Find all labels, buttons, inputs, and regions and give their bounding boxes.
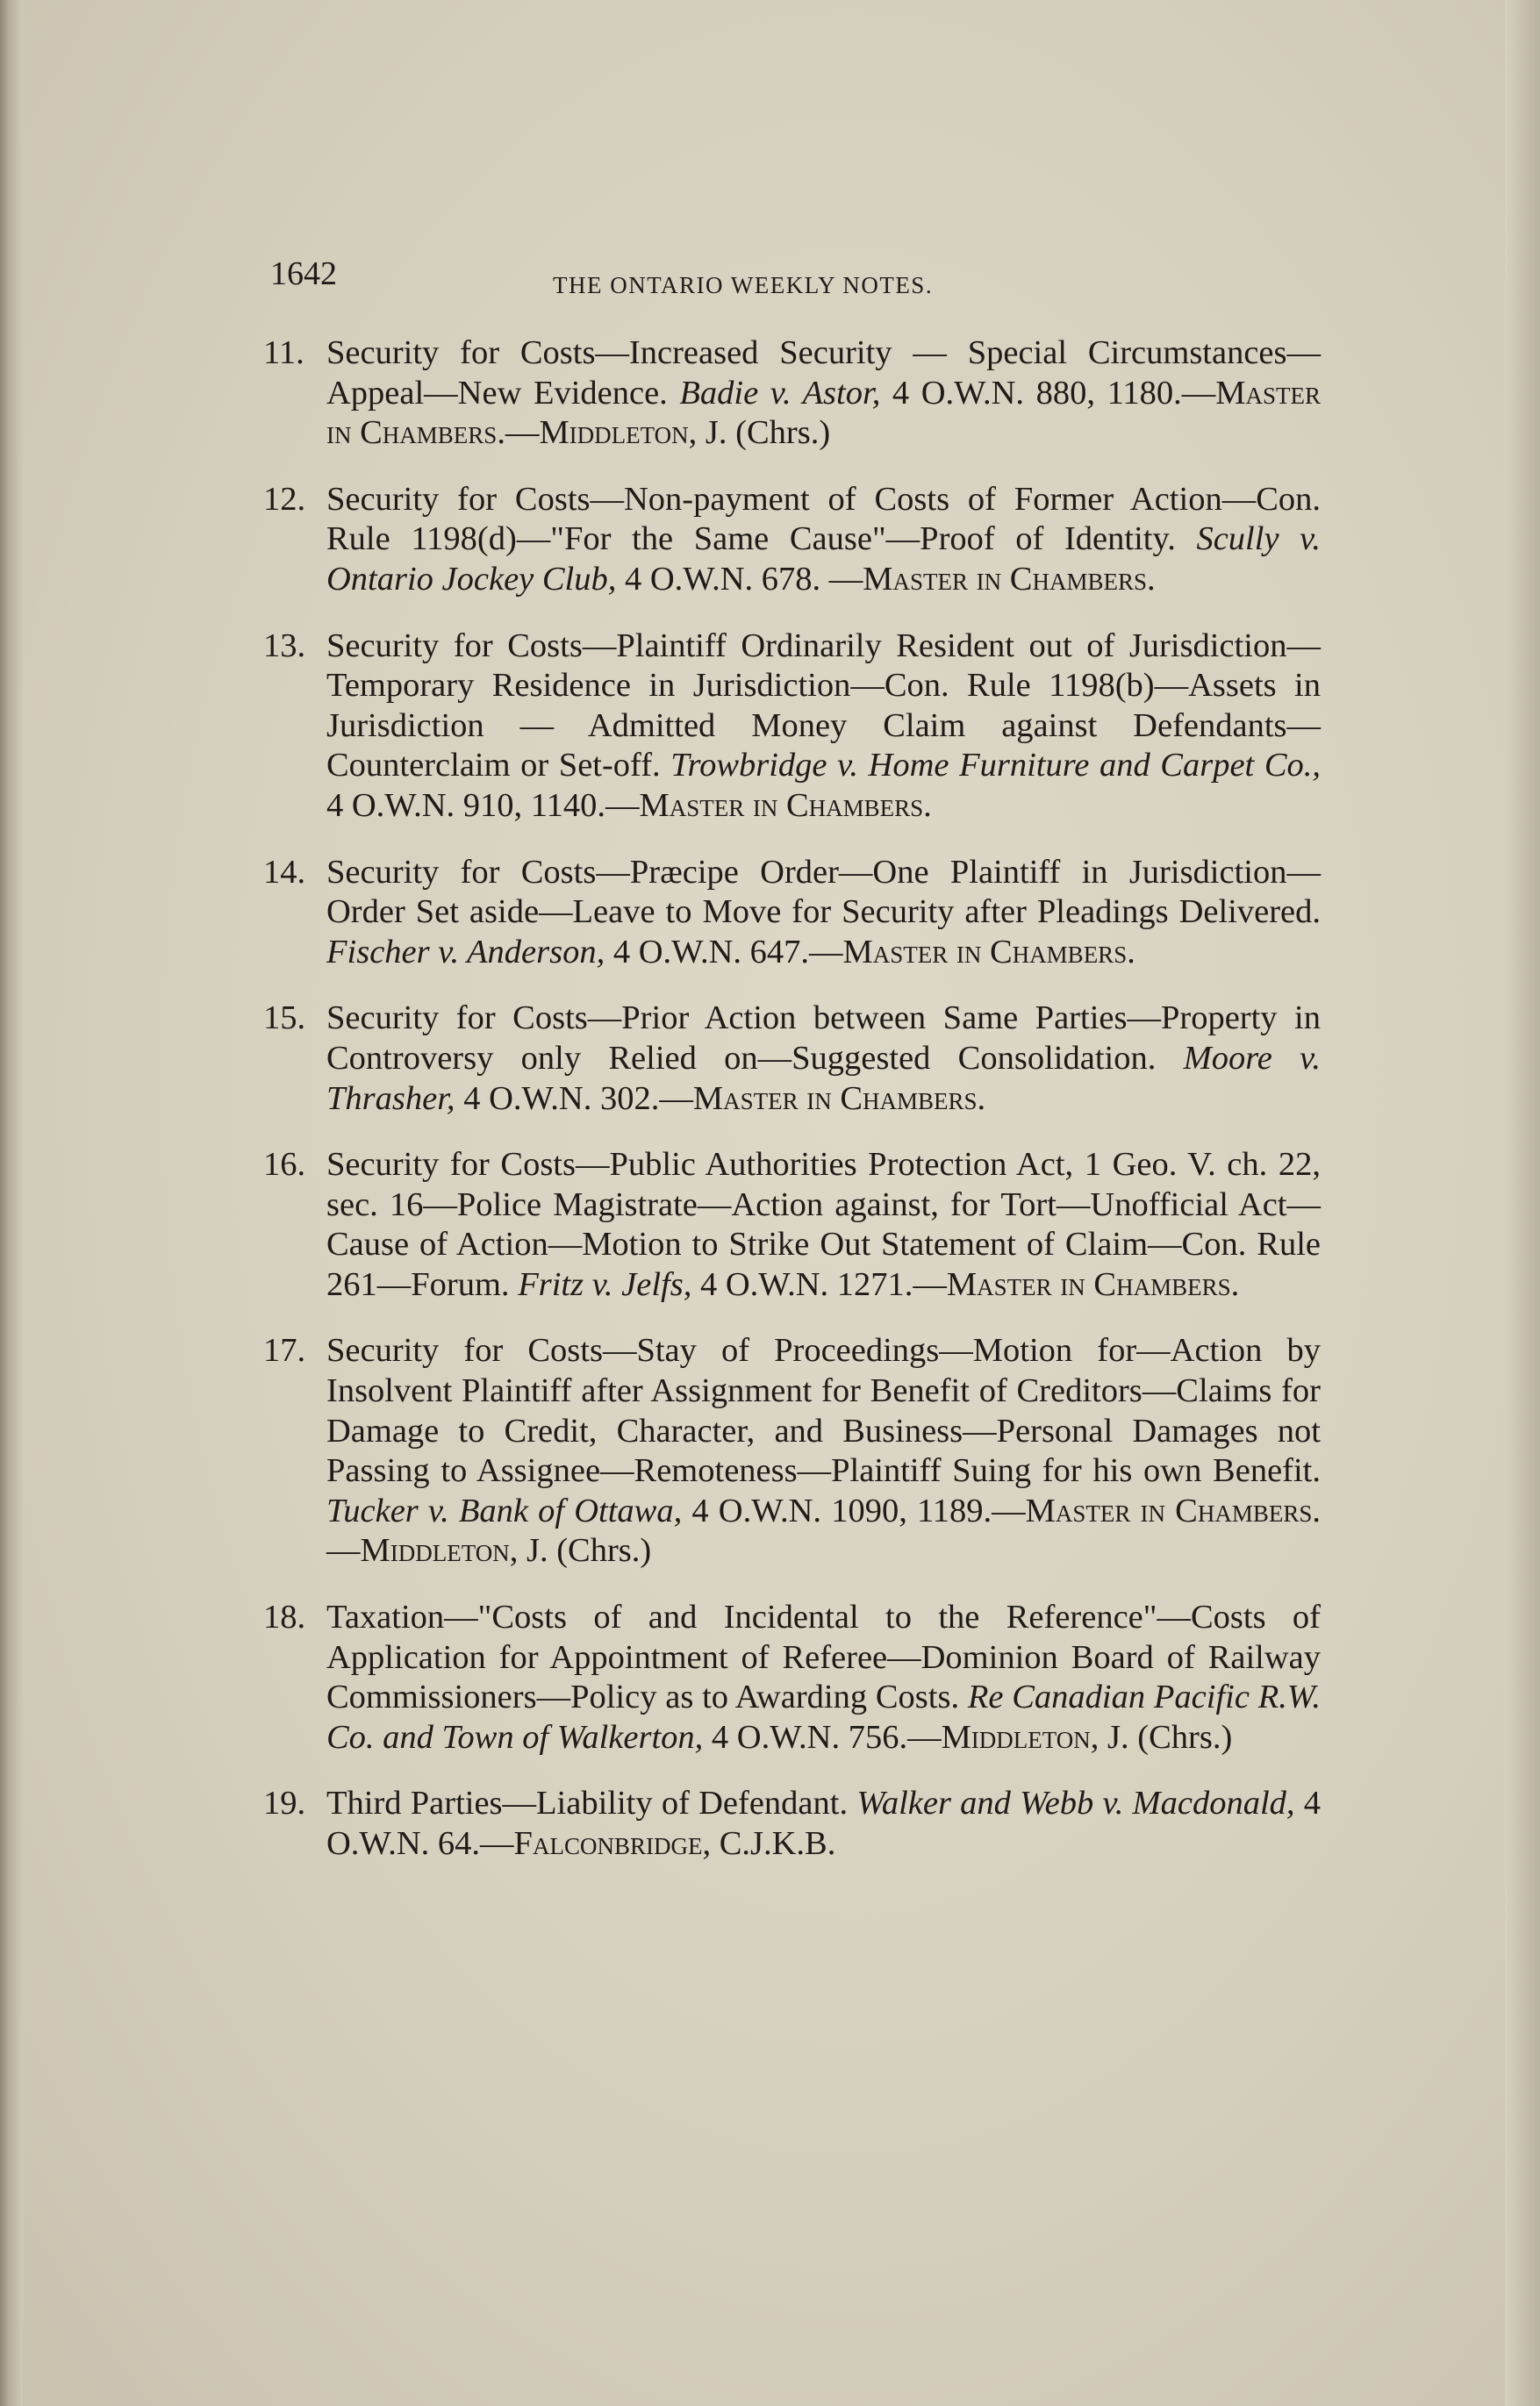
entry-number: 13. (263, 627, 306, 664)
judge: Master in Chambers. (863, 560, 1156, 598)
entry-text: Security for Costs—Increased Security — Special Circumstances—Appeal—New Evidence. (326, 334, 1321, 412)
citation: 4 O.W.N. 910, 1140.— (326, 786, 640, 824)
entry-text: Security for Costs—Prior Action between Same Parties—Property in Controversy only Relied on—Suggested Consolidation. (326, 999, 1321, 1077)
entry-number: 15. (263, 999, 306, 1037)
entry-number: 14. (263, 853, 306, 891)
case-name: Trowbridge v. Home Furniture and Carpet Co., (670, 747, 1322, 784)
citation: 4 O.W.N. 880, 1180.— (892, 374, 1216, 412)
entry-number: 16. (263, 1146, 306, 1184)
digest-entry (263, 1145, 1321, 1305)
citation: 4 O.W.N. 1090, 1189.— (691, 1492, 1026, 1529)
case-name: Badie v. Astor, (679, 374, 881, 412)
digest-entry (263, 480, 1321, 600)
entry-text: Security for Costs—Præcipe Order—One Plaintiff in Jurisdiction—Order Set aside—Leave to Move for Security after Pleadings Delivered. (326, 853, 1321, 931)
citation: 4 O.W.N. 756.— (711, 1718, 942, 1756)
case-name: Fischer v. Anderson, (326, 933, 605, 970)
case-name: Scully v. Ontario Jockey Club, (326, 520, 1321, 598)
judge: Master in Chambers. (946, 1265, 1240, 1303)
digest-entry (263, 1598, 1321, 1758)
page-header (263, 246, 1334, 298)
judge: Master in Chambers.—Middleton, J. (326, 1492, 1321, 1570)
case-name: Walker and Webb v. Macdonald, (856, 1785, 1295, 1822)
page-number: 1642 (270, 255, 337, 292)
citation: 4 O.W.N. 647.— (612, 933, 843, 970)
citation: 4 O.W.N. 1271.— (699, 1265, 947, 1303)
chambers-note: (Chrs.) (1137, 1718, 1233, 1756)
running-head: THE ONTARIO WEEKLY NOTES. (553, 272, 934, 298)
case-name: Re Canadian Pacific R.W. Co. and Town of Walkerton, (326, 1679, 1322, 1756)
digest-entry (263, 1331, 1321, 1572)
digest-entry (263, 1784, 1321, 1864)
digest-entry (263, 333, 1321, 454)
entry-number: 12. (263, 480, 306, 518)
entry-number: 18. (263, 1599, 306, 1636)
entry-text: Security for Costs—Stay of Proceedings—Motion for—Action by Insolvent Plaintiff after Assignment for Benefit of Creditors—Claims for Damage to Credit, Character, and Business—Personal Damages not Passing to Assignee—Remoteness—Plaintiff Suing for his own Benefit. (326, 1332, 1321, 1490)
citation: 4 O.W.N. 678. — (625, 560, 863, 598)
citation: 4 O.W.N. 302.— (463, 1079, 693, 1117)
case-name: Tucker v. Bank of Ottawa, (326, 1492, 683, 1529)
digest-entry (263, 999, 1321, 1119)
entry-text: Third Parties—Liability of Defendant. (326, 1785, 849, 1822)
entry-text: Taxation—"Costs of and Incidental to the Reference"—Costs of Application for Appointment of Referee—Dominion Board of Railway Commissioners—Policy as to Awarding Costs. (326, 1599, 1321, 1716)
entry-text: Security for Costs—Plaintiff Ordinarily Resident out of Jurisdiction—Temporary Residence in Jurisdiction—Con. Rule 1198(b)—Assets in Jurisdiction — Admitted Money Claim against Defendants—Counterclaim or Set-off. (326, 627, 1321, 784)
entry-text: Security for Costs—Non-payment of Costs of Former Action—Con. Rule 1198(d)—"For the Same Cause"—Proof of Identity. (326, 480, 1321, 558)
entry-text: Security for Costs—Public Authorities Protection Act, 1 Geo. V. ch. 22, sec. 16—Police Magistrate—Action against, for Tort—Unofficial Act—Cause of Action—Motion to Strike Out Statement of Claim—Con. Rule 261—Forum. (326, 1146, 1321, 1303)
citation: 4 O.W.N. 64.— (326, 1785, 1321, 1862)
case-name: Moore v. Thrasher, (326, 1039, 1322, 1117)
page-outer-edge (1505, 0, 1540, 2406)
entry-number: 11. (263, 334, 304, 371)
judge: Falconbridge, C.J.K.B. (513, 1825, 836, 1862)
digest-entry (263, 627, 1321, 827)
case-name: Fritz v. Jelfs, (518, 1265, 692, 1303)
judge: Master in Chambers.—Middleton, J. (326, 374, 1322, 452)
entry-number: 17. (263, 1332, 306, 1370)
entry-number: 19. (263, 1785, 306, 1822)
judge: Master in Chambers. (692, 1079, 986, 1117)
digest-entry (263, 853, 1321, 973)
digest-entries (263, 333, 1321, 1891)
judge: Master in Chambers. (842, 933, 1135, 970)
judge: Master in Chambers. (639, 786, 932, 824)
judge: Middleton, J. (941, 1718, 1129, 1756)
chambers-note: (Chrs.) (735, 414, 831, 452)
chambers-note: (Chrs.) (556, 1532, 652, 1570)
page-binding-edge (0, 0, 23, 2406)
